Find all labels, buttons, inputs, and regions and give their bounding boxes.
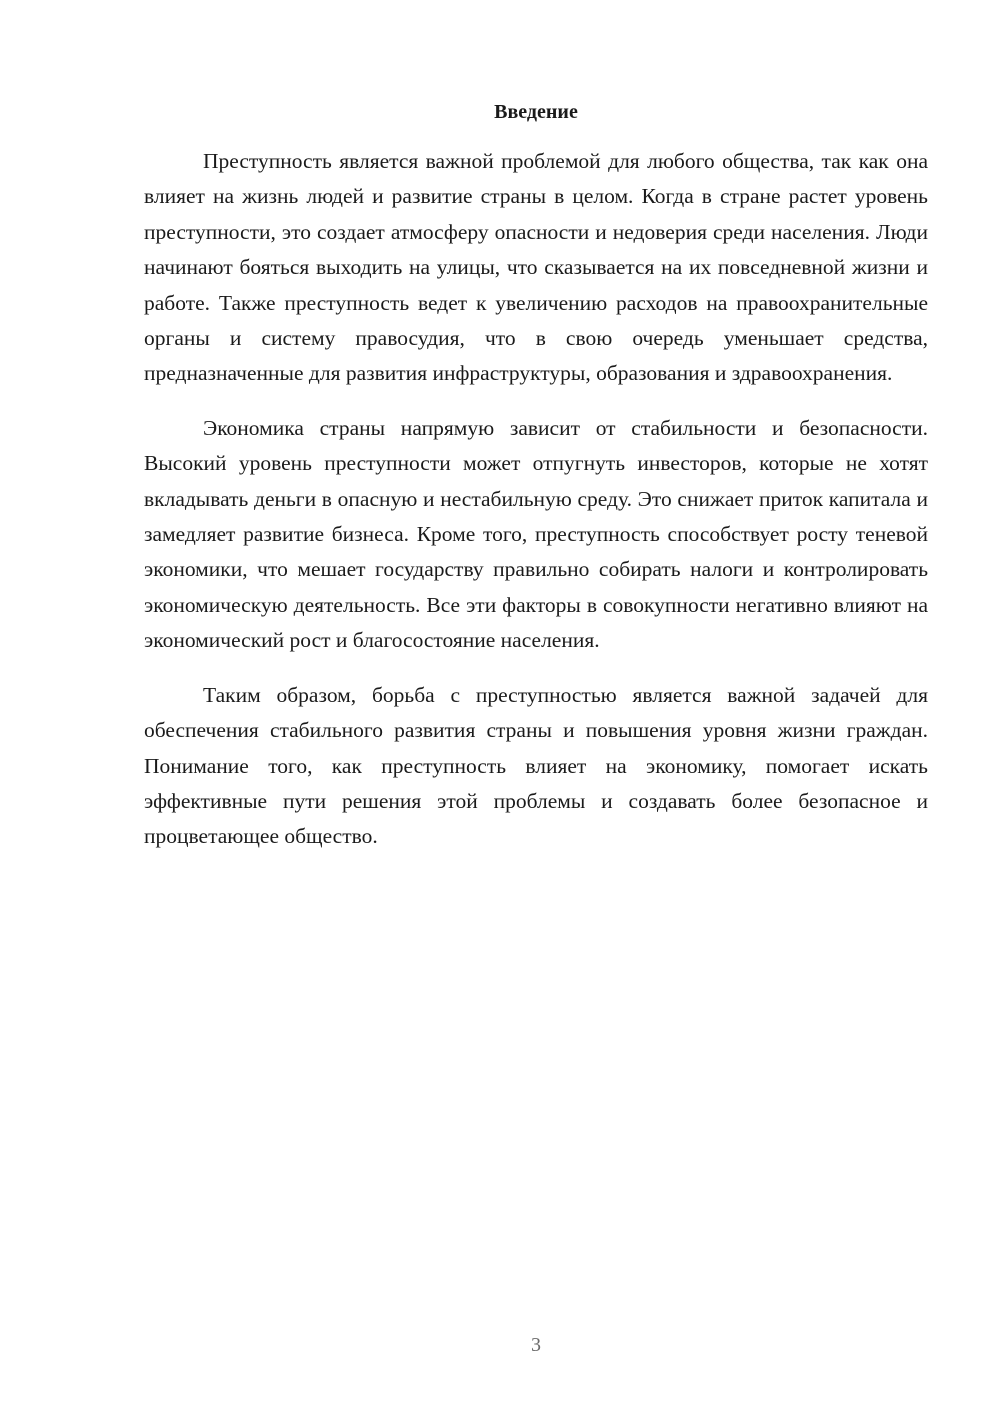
paragraph-2: Экономика страны напрямую зависит от стабильности и безопасности. Высокий уровень преступности может отпугнуть инвесторов, которые не хотят вкладывать деньги в опасную и нестабильную среду. Это снижает приток капитала и замедляет развитие бизнеса. Кроме того, преступность способствует росту теневой экономики, что мешает государству правильно собирать налоги и контролировать экономическую деятельность. Все эти факторы в совокупности негативно влияют на экономический рост и благосостояние населения. <box>144 415 928 653</box>
page-number: 3 <box>531 1334 541 1356</box>
body-text <box>144 144 928 874</box>
paragraph-1: Преступность является важной проблемой для любого общества, так как она влияет на жизнь людей и развитие страны в целом. Когда в стране растет уровень преступности, это создает атмосферу опасности и недоверия среди населения. Люди начинают бояться выходить на улицы, что сказывается на их повседневной жизни и работе. Также преступность ведет к увеличению расходов на правоохранительные органы и систему правосудия, что в свою очередь уменьшает средства, предназначенные для развития инфраструктуры, образования и здравоохранения. <box>144 149 928 386</box>
section-heading: Введение <box>494 101 578 123</box>
paragraph-3: Таким образом, борьба с преступностью является важной задачей для обеспечения стабильного развития страны и повышения уровня жизни граждан. Понимание того, как преступность влияет на экономику, помогает искать эффективные пути решения этой проблемы и создавать более безопасное и процветающее общество. <box>144 682 928 849</box>
